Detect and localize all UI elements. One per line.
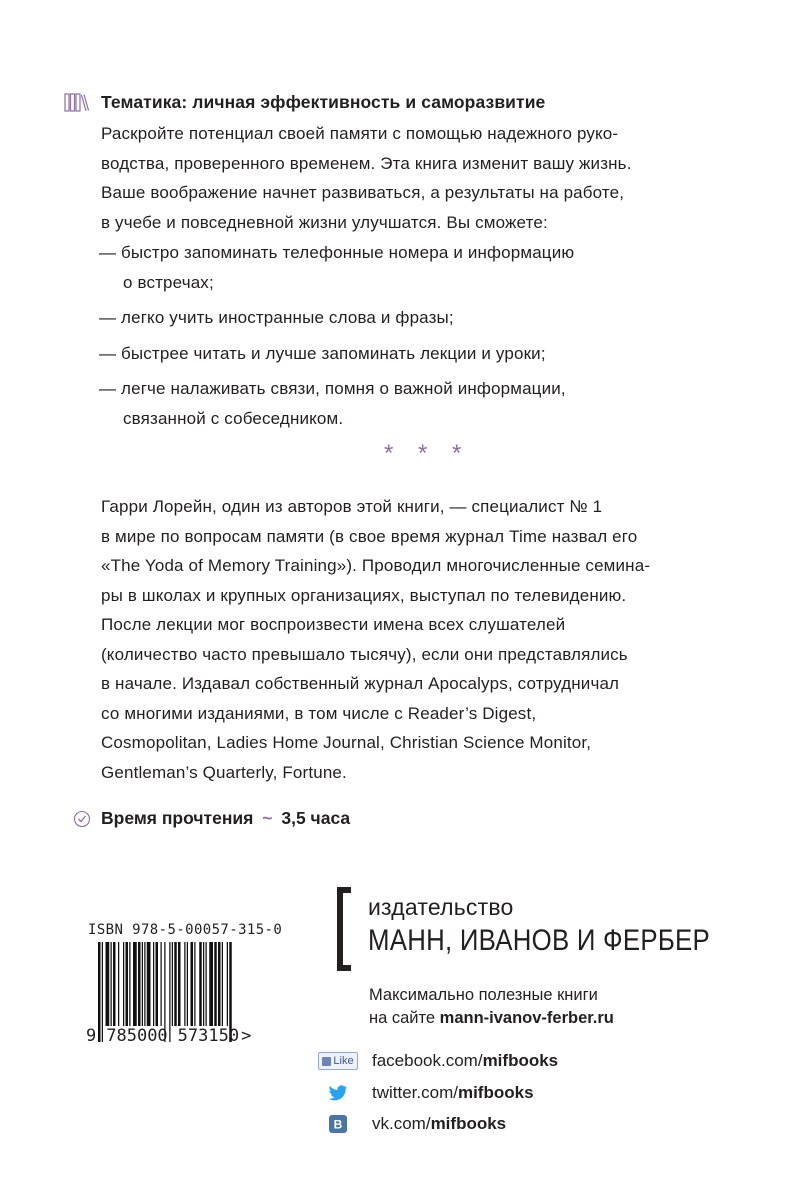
bio-line: «The Yoda of Memory Training»). Проводил многочисленные семина-: [101, 556, 651, 575]
books-icon: [64, 92, 90, 112]
list-item-text: — быстро запоминать телефонные номера и информацию: [99, 243, 575, 262]
like-label: Like: [333, 1055, 354, 1067]
website-link[interactable]: mann-ivanov-ferber.ru: [439, 1009, 614, 1027]
barcode-bar: [111, 942, 112, 1026]
twitter-link[interactable]: [316, 1081, 716, 1105]
barcode-bar: [153, 942, 154, 1026]
barcode-bar: [178, 942, 181, 1026]
intro-line: Раскройте потенциал своей памяти с помощью надежного руко-: [101, 124, 619, 143]
list-item-text: — быстрее читать и лучше запоминать лекции и уроки;: [99, 343, 546, 363]
barcode-bar: [118, 942, 119, 1026]
barcode-bar: [126, 942, 129, 1026]
barcode-bar: [203, 942, 204, 1026]
bio-line: Cosmopolitan, Ladies Home Journal, Christian Science Monitor,: [101, 733, 592, 752]
barcode-bar: [147, 942, 151, 1026]
barcode-bar: [113, 942, 116, 1026]
barcode-bar: [227, 942, 228, 1026]
barcode-bar: [194, 942, 195, 1026]
tagline-line: Максимально полезные книги: [369, 986, 598, 1004]
bio-line: Гарри Лорейн, один из авторов этой книги, — специалист № 1: [101, 497, 603, 516]
benefits-list: [99, 238, 679, 439]
barcode-bar: [172, 942, 173, 1026]
barcode-bar: [174, 942, 177, 1026]
ean-first-digit: 9: [86, 1026, 97, 1046]
intro-line: в учебе и повседневной жизни улучшатся. Вы сможете:: [101, 212, 548, 232]
ean-digits: [86, 1026, 251, 1046]
reading-time-label: Время прочтения: [101, 808, 254, 828]
bio-line: ры в школах и крупных организациях, выступал по телевидению.: [101, 585, 627, 605]
bio-line: Gentleman’s Quarterly, Fortune.: [101, 762, 347, 782]
list-item-continuation: о встречах;: [123, 272, 214, 292]
barcode-bar: [156, 942, 159, 1026]
publisher-tagline: [369, 984, 614, 1030]
bio-line: со многими изданиями, в том числе с Reader’s Digest,: [101, 703, 537, 723]
list-item-text: — легко учить иностранные слова и фразы;: [99, 308, 454, 327]
topic-heading: Тематика: личная эффективность и саморазвитие: [101, 92, 546, 112]
reading-time-value: 3,5 часа: [281, 808, 351, 828]
ean-right-group: 573150: [177, 1026, 240, 1046]
twitter-bird-icon: [316, 1085, 360, 1102]
barcode-bar: [191, 942, 194, 1026]
barcode-bar: [214, 942, 217, 1026]
like-badge-icon: [316, 1052, 360, 1070]
twitter-url-prefix: twitter.com/: [372, 1083, 458, 1102]
list-item: [99, 374, 679, 433]
barcode-bar: [133, 942, 137, 1026]
vk-logo-icon: [316, 1115, 360, 1133]
barcode-bar: [184, 942, 185, 1026]
publisher-name: МАНН, ИВАНОВ И ФЕРБЕР: [368, 924, 710, 957]
tagline-prefix: на сайте: [369, 1009, 440, 1027]
facebook-url-prefix: facebook.com/: [372, 1051, 483, 1070]
barcode-bar: [123, 942, 124, 1026]
bio-line: в начале. Издавал собственный журнал Apocalyps, сотрудничал: [101, 674, 620, 693]
barcode-bar: [138, 942, 141, 1026]
list-item: [99, 339, 679, 369]
tagline-line-site: [369, 1007, 614, 1030]
barcode-bar: [161, 942, 162, 1026]
intro-line: водства, проверенного временем. Эта книга изменит вашу жизнь.: [101, 153, 632, 173]
bio-line: (количество часто превышало тысячу), если они представлялись: [101, 644, 628, 664]
intro-line: Ваше воображение начнет развиваться, а результаты на работе,: [101, 183, 625, 202]
reading-time: [101, 808, 350, 829]
publisher-label: издательство: [368, 894, 514, 920]
barcode-bar: [206, 942, 207, 1026]
bio-line: После лекции мог воспроизвести имена всех слушателей: [101, 615, 566, 634]
bracket-logo-icon: [336, 887, 354, 971]
svg-text:B: B: [333, 1117, 343, 1132]
intro-paragraph: [101, 119, 661, 237]
thumbs-up-icon: [322, 1057, 331, 1066]
bio-line: в мире по вопросам памяти (в свое время журнал Time назвал его: [101, 526, 638, 546]
isbn-text: ISBN 978-5-00057-315-0: [88, 922, 283, 938]
barcode-bar: [106, 942, 110, 1026]
section-separator: * * *: [384, 440, 471, 467]
list-item: [99, 238, 679, 297]
barcode-bar: [218, 942, 221, 1026]
list-item: [99, 303, 679, 333]
barcode-bar: [199, 942, 202, 1026]
author-bio: [101, 492, 691, 787]
vk-link[interactable]: [316, 1112, 716, 1136]
vk-url-prefix: vk.com/: [372, 1114, 431, 1133]
list-item-continuation: связанной с собеседником.: [123, 408, 344, 428]
barcode-bar: [187, 942, 188, 1026]
barcode-bar: [222, 942, 223, 1026]
barcode-bar: [144, 942, 145, 1026]
list-item-text: — легче налаживать связи, помня о важной информации,: [99, 379, 566, 398]
facebook-handle: mifbooks: [482, 1051, 559, 1070]
barcode-bar: [209, 942, 213, 1026]
barcode-bar: [142, 942, 143, 1026]
ean-left-group: 785000: [106, 1026, 168, 1046]
ean-quiet-marker: >: [241, 1026, 252, 1046]
vk-handle: mifbooks: [430, 1114, 507, 1133]
tilde-symbol: ~: [262, 808, 273, 828]
barcode-bar: [129, 942, 130, 1026]
facebook-link[interactable]: [316, 1049, 716, 1073]
twitter-handle: mifbooks: [457, 1083, 534, 1102]
check-clock-icon: [73, 810, 91, 828]
